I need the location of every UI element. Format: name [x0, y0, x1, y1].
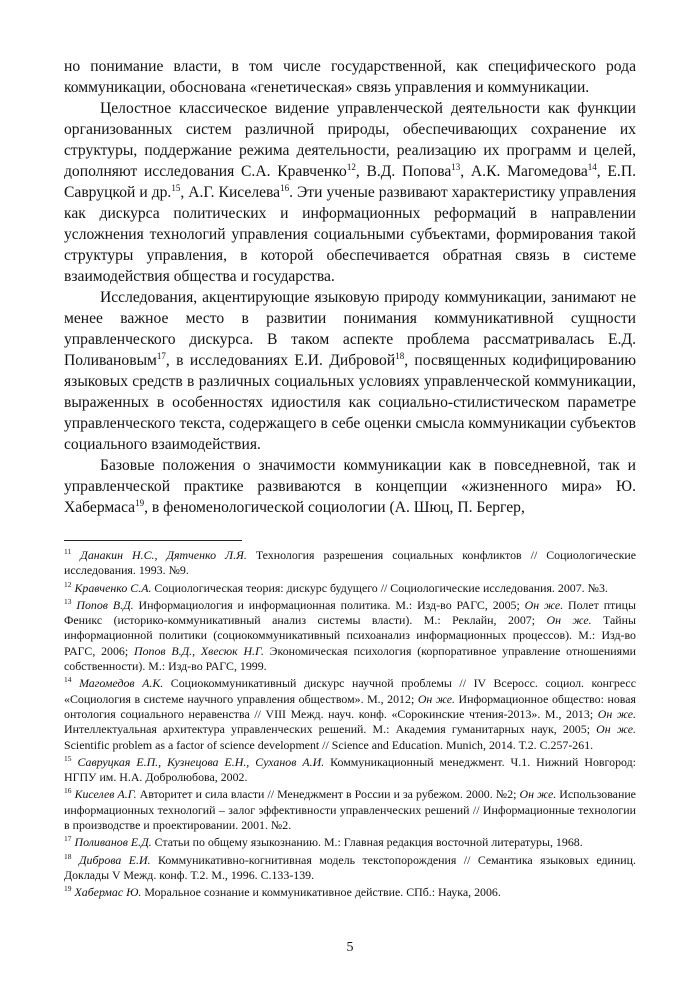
- author-name: Диброва Е.И.: [78, 852, 151, 867]
- footnote: [64, 853, 636, 884]
- author-name: Попов В.Д., Хвесюк Н.Г.: [133, 643, 264, 658]
- text-run: Базовые положения о значимости коммуникации как в повседневной, так и управленческой практике развиваются в концепции «жизненного мира» Ю. Хабермаса: [64, 457, 636, 516]
- text-run: , посвященных кодифицированию языковых средств в различных социальных условиях управленческой коммуникации, выраженных в особенностях идиостиля как социально-стилистическом параметре управленческого текста, содержащего в себе оценки смысла коммуникации субъектов социального взаимодействия.: [64, 352, 636, 453]
- author-name: Кравченко С.А.: [74, 580, 152, 595]
- text-run: Использование информационных технологий – залог эффективности управленческих решений // Информационные технологии в производстве и проектировании. 2001. №2.: [64, 787, 636, 833]
- text-run: Технология разрешения социальных конфликтов // Социологические исследования. 1993. №9.: [64, 548, 637, 578]
- author-name: Поливанов Е.Д.: [74, 835, 152, 850]
- text-run: но понимание власти, в том числе государственной, как специфического рода коммуникации, обоснована «генетическая» связь управления и коммуникации.: [64, 58, 636, 96]
- text-run: Интеллектуальная архитектура управленческих решений. М.: Академия гуманитарных наук, 2005;: [64, 722, 597, 737]
- text-run: Информационное общество: новая онтология социального неравенства // VIII Межд. науч. конф. «Сорокинские чтения-2013». М., 2013;: [64, 691, 636, 721]
- footnote-number: 13: [64, 596, 72, 606]
- author-name: Попов В.Д.: [76, 597, 134, 612]
- footnote-reference: 16: [280, 182, 290, 193]
- text-run: Социологическая теория: дискурс будущего // Социологические исследования. 2007. №3.: [151, 580, 608, 595]
- author-name: Он же.: [596, 722, 636, 737]
- author-name: Киселев А.Г.: [74, 787, 137, 802]
- text-run: Исследования, акцентирующие языковую природу коммуникации, занимают не менее важное место в развитии понимания коммуникативной сущности управленческого дискурса. В таком аспекте проблема рассматривалась Е.Д. Поливановым: [64, 289, 636, 369]
- text-run: Полет птицы Феникс (историко-коммуникативный анализ системы власти). М.: Реклайн, 2007;: [64, 597, 636, 628]
- main-text: [64, 56, 636, 518]
- author-name: Он же.: [417, 691, 455, 706]
- footnote: [64, 787, 636, 833]
- paragraph: [64, 98, 636, 287]
- footnote-number: 17: [64, 834, 72, 844]
- footnote-reference: 17: [156, 350, 166, 361]
- text-run: . Эти ученые развивают характеристику управления как дискурса политических и информационных реформаций в направлении усложнения технологий управления социальными субъектами, формирования такой структуры управления, в которой обеспечивается обратная связь в системе взаимодействия общества и государства.: [64, 184, 636, 285]
- footnote-reference: 13: [451, 161, 461, 172]
- footnote-number: 12: [64, 579, 72, 589]
- text-run: Статьи по общему языкознанию. М.: Главная редакция восточной литературы, 1968.: [151, 835, 583, 850]
- author-name: Он же.: [524, 597, 564, 612]
- footnote-separator: [64, 540, 242, 541]
- author-name: Данакин Н.С., Дятченко Л.Я.: [80, 548, 247, 562]
- footnote-number: 14: [64, 675, 72, 685]
- footnote-number: 19: [64, 884, 72, 894]
- text-run: Тайны информационной политики (социокоммуникативный психоанализ информационных процессов). М.: Изд-во РАГС, 2006;: [64, 613, 636, 658]
- author-name: Он же.: [597, 706, 636, 721]
- text-run: Коммуникативно-когнитивная модель текстопорождения // Семантика языковых единиц. Доклады V Межд. конф. Т.2. М., 1996. С.133-139.: [64, 852, 636, 882]
- footnote-reference: 18: [395, 350, 405, 361]
- text-run: Экономическая психология (корпоративное управление отношениями собственности). М.: Изд-во РАГС, 1999.: [64, 643, 636, 674]
- author-name: Хабермас Ю.: [74, 885, 142, 900]
- paragraph: [64, 56, 636, 98]
- author-name: Магомедов А.К.: [79, 676, 164, 691]
- text-run: , А.К. Магомедова: [460, 163, 588, 180]
- text-run: , в исследованиях Е.И. Дибровой: [165, 352, 396, 369]
- footnotes: [64, 548, 636, 903]
- text-run: Целостное классическое видение управленческой деятельности как функции организованных систем различной природы, обеспечивающих сохранение их структуры, поддержание режима деятельности, реализацию их программ и целей, дополняют исследования С.А. Кравченко: [64, 100, 636, 180]
- footnote: [64, 885, 636, 900]
- footnote-reference: 19: [135, 497, 145, 508]
- footnote: [64, 676, 636, 752]
- text-run: , Е.П. Савруцкой и др.: [64, 163, 636, 201]
- author-name: Савруцкая Е.П., Кузнецова Е.Н., Суханов А.И.: [77, 754, 325, 769]
- footnote-reference: 12: [346, 161, 356, 172]
- footnote: [64, 755, 636, 786]
- footnote: [64, 581, 636, 596]
- text-run: , А.Г. Киселева: [180, 184, 281, 201]
- text-run: Scientific problem as a factor of science development // Science and Education. Munich, 2014. Т.2. С.257-261.: [64, 737, 594, 752]
- text-run: Авторитет и сила власти // Менеджмент в России и за рубежом. 2000. №2;: [136, 787, 520, 802]
- footnote-number: 18: [64, 851, 72, 861]
- page-number: 5: [346, 940, 354, 955]
- text-run: , В.Д. Попова: [355, 163, 452, 180]
- author-name: Он же.: [519, 787, 557, 802]
- footnote: [64, 548, 636, 579]
- paragraph: [64, 287, 636, 455]
- author-name: Он же.: [546, 613, 592, 628]
- footnote-number: 15: [64, 753, 72, 763]
- footnote: [64, 598, 636, 674]
- text-run: Социокоммуникативный дискурс научной проблемы // IV Всеросс. социол. конгресс «Социология в системе научного управления обществом». М., 2012;: [64, 676, 636, 706]
- footnote-number: 11: [64, 547, 72, 557]
- footnote-number: 16: [64, 786, 72, 796]
- text-run: Информациология и информационная политика. М.: Изд-во РАГС, 2005;: [133, 597, 525, 612]
- text-run: Коммуникационный менеджмент. Ч.1. Нижний Новгород: НГПУ им. Н.А. Добролюбова, 2002.: [64, 754, 636, 785]
- footnote: [64, 835, 636, 850]
- text-run: Моральное сознание и коммуникативное действие. СПб.: Наука, 2006.: [141, 885, 501, 900]
- footnote-reference: 15: [171, 182, 181, 193]
- paragraph: [64, 455, 636, 518]
- text-run: , в феноменологической социологии (А. Шюц, П. Бергер,: [144, 499, 525, 516]
- footnote-reference: 14: [587, 161, 597, 172]
